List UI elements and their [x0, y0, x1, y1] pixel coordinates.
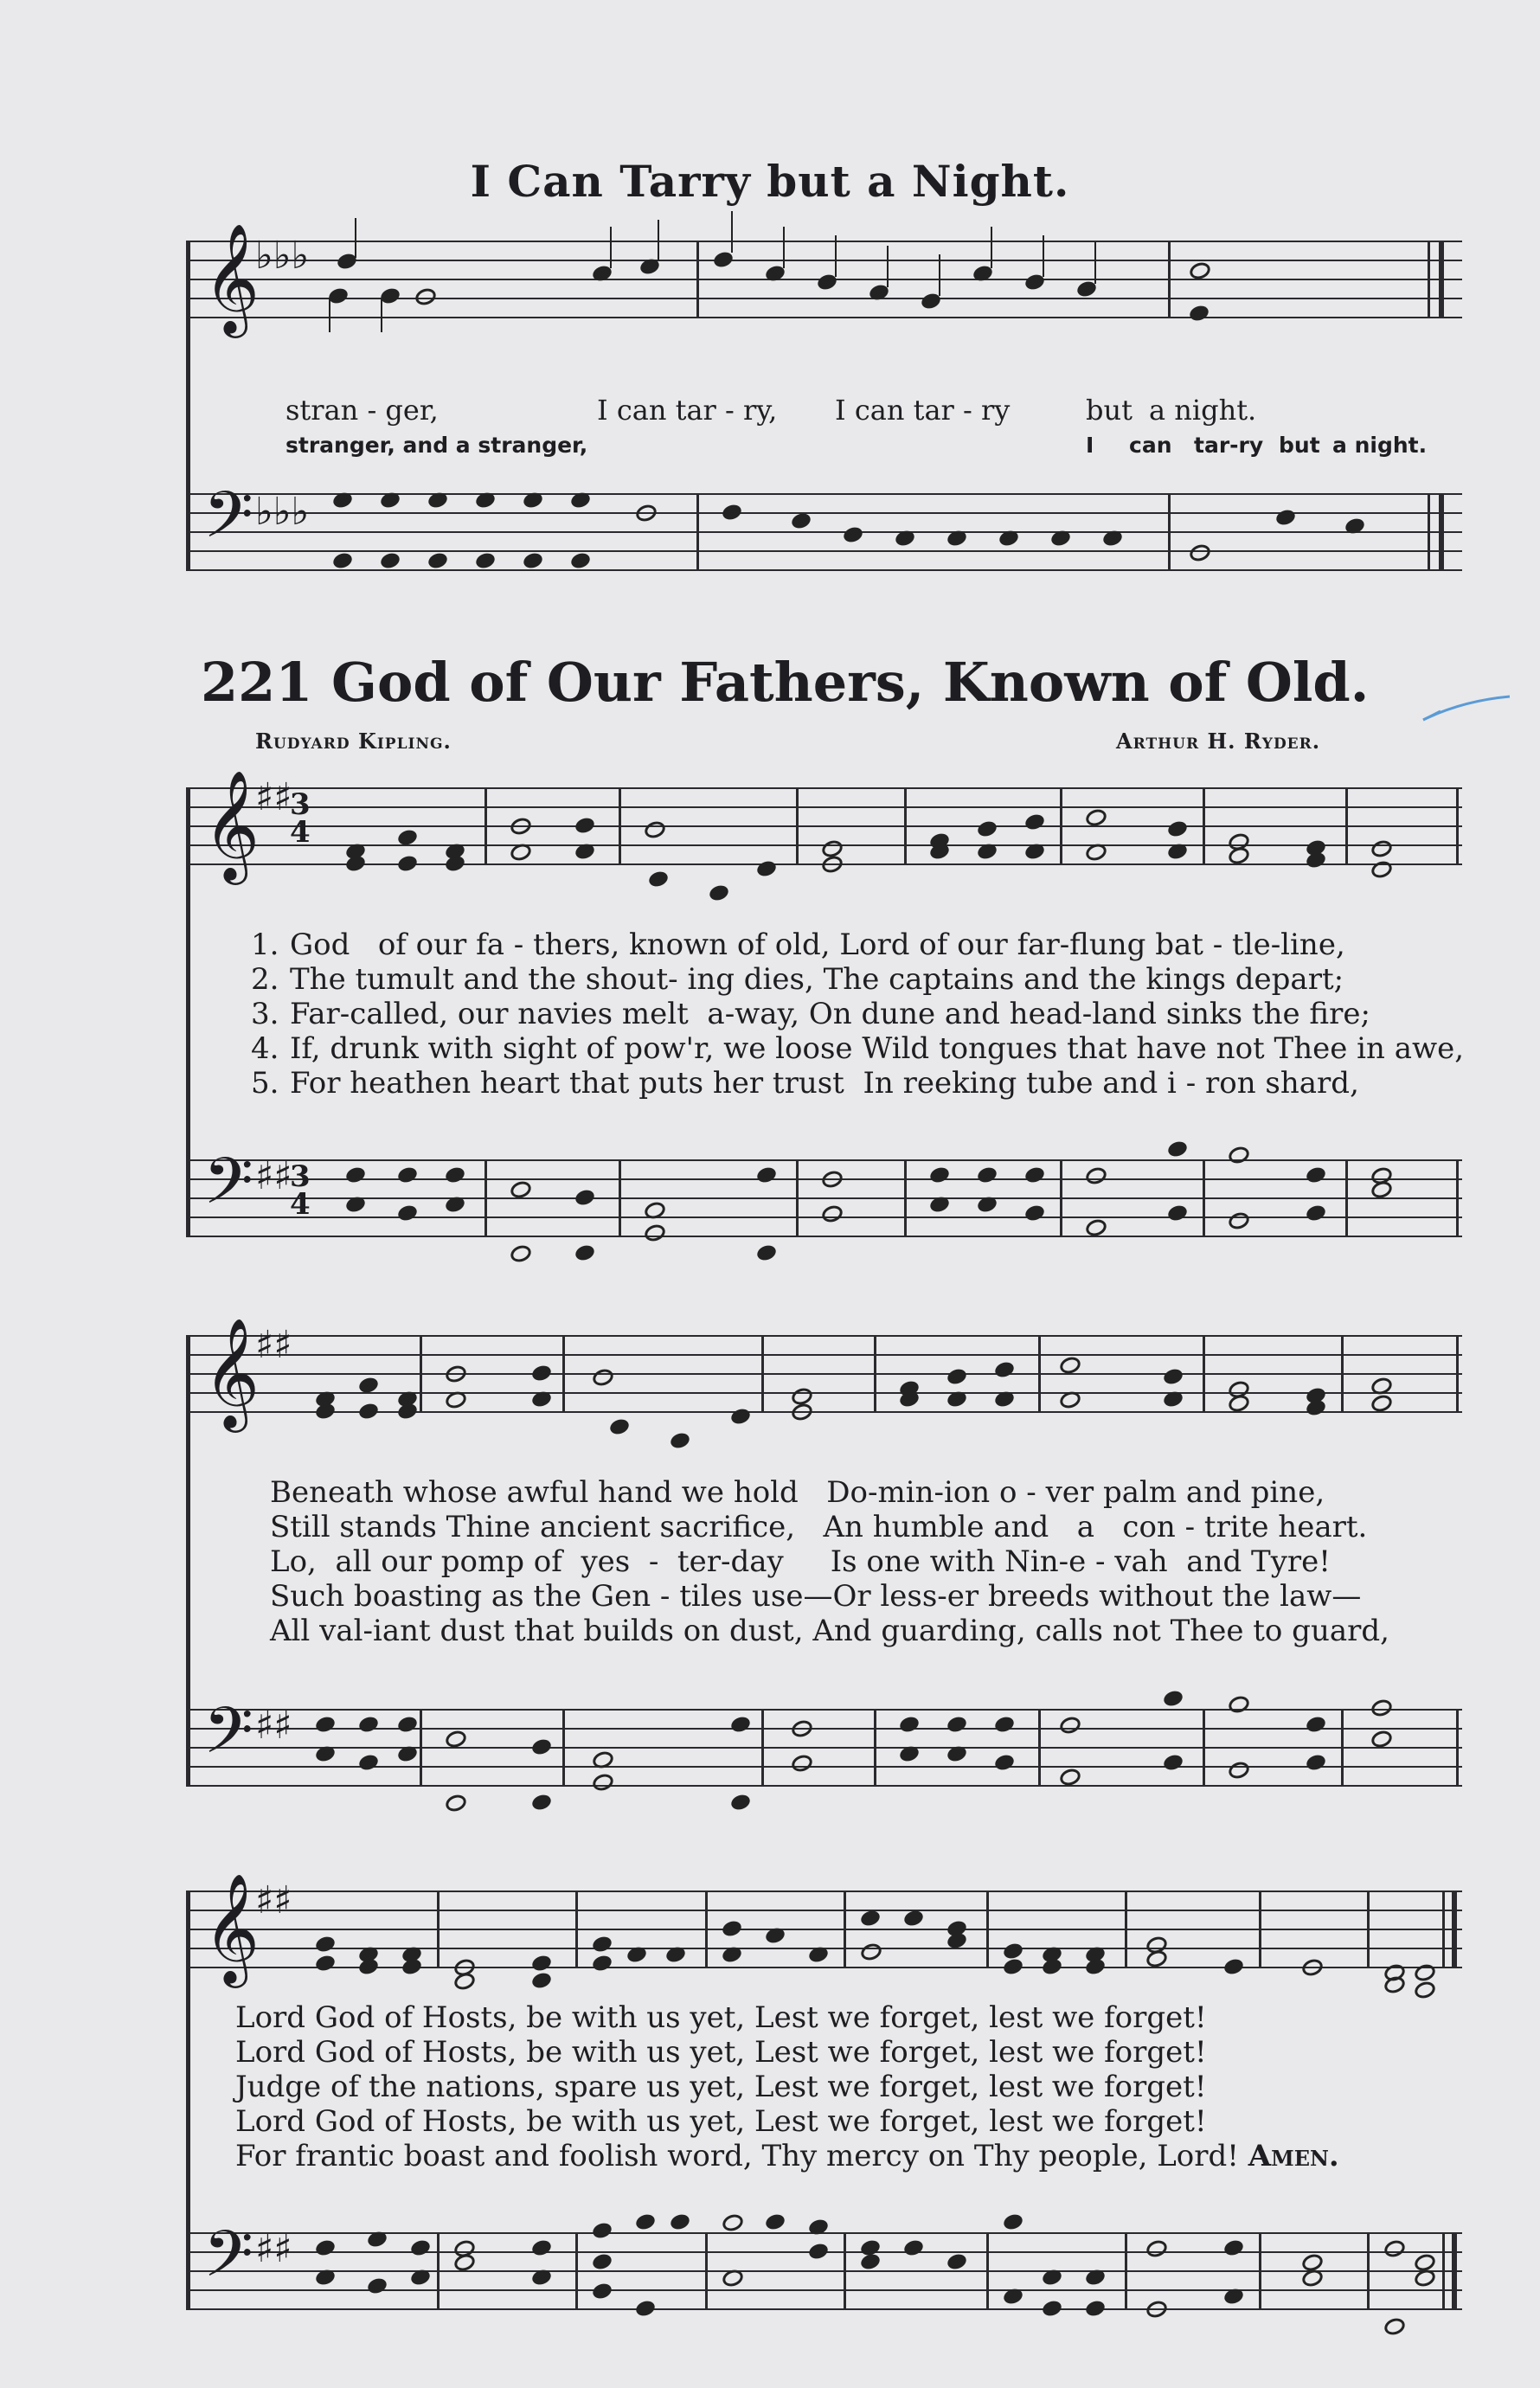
verse-5-line-1: For heathen heart that puts her trust In reeking tube and i - ron shard,	[290, 1066, 1359, 1101]
top-lyric-1: stran - ger,	[286, 394, 439, 427]
top-bass-staff	[186, 478, 1462, 597]
hymn-title	[201, 651, 1369, 714]
top-sub-lyric-1: stranger, and a stranger,	[286, 433, 588, 458]
top-treble-staff	[186, 222, 1462, 344]
top-sub-lyric-5: but	[1279, 433, 1320, 458]
system1-bass-staff	[186, 1144, 1462, 1263]
refrain-b-line-1: Lord God of Hosts, be with us yet, Lest we forget, lest we forget!	[235, 2000, 1207, 2035]
bass-clef-icon: 𝄢	[203, 478, 253, 568]
hymnal-page: I Can Tarry but a Night. 𝄞 ♭♭♭ stran - ger, I can tar - ry, I can tar - ry but a night. stranger, and a stranger, I can tar-ry but a night. 𝄢 ♭♭♭ 221 God of Our Fathers, Known of Old. Rudyard Kipling. Arthur H. Ryder. 𝄞 ♯♯ 3 4 1. God of our fa - thers, known of old, Lord of our far-flung bat - tle-line, 2. The tumult and the shout- ing dies, The captains and the kings depart; 3. Far-called, our navies melt a-way, On dune and head-land sinks the fire; 4. If, drunk with sight of pow'r, we loose Wild tongues that have not Thee in awe, 5. For heathen heart that puts her trust In reeking tube and i - ron shard, 𝄢 ♯♯ 3 4 𝄞 ♯♯ Beneath whose awful hand we hold Do-min-ion o - ver palm and pine, Still stands Thine ancient sacrifice, An humble and a con - trite heart. Lo, all our pomp of yes - ter-day Is one with Nin-e - vah and Tyre! Such boasting as the Gen - tiles use—Or less-er breeds without the law— All val-iant dust that builds on dust, And guarding, calls not Thee to guard, 𝄢 ♯♯ 𝄞 ♯♯ Lord God of Hosts, be with us yet, Lest we forget, lest we forget! Lord God of Hosts, be with us yet, Lest we forget, lest we forget! Judge of the nations, spare us yet, Lest we forget, lest we forget! Lord God of Hosts, be with us yet, Lest we forget, lest we forget! For frantic boast and foolish word, Thy mercy on Thy people, Lord! Amen. 𝄢 ♯♯	[0, 0, 1540, 2388]
system1-treble-staff	[186, 769, 1462, 891]
refrain-a-line-2: Still stands Thine ancient sacrifice, An humble and a con - trite heart.	[270, 1510, 1368, 1544]
time-signature: 3 4	[290, 1159, 311, 1223]
verse-3-line-1: Far-called, our navies melt a-way, On dune and head-land sinks the fire;	[290, 997, 1370, 1031]
key-signature-sharps-icon: ♯♯	[255, 1323, 292, 1367]
top-sub-lyric-4: tar-ry	[1194, 433, 1264, 458]
words-author: Rudyard Kipling.	[255, 729, 452, 754]
verse-1-line-1: God of our fa - thers, known of old, Lord of our far-flung bat - tle-line,	[290, 928, 1345, 962]
music-author: Arthur H. Ryder.	[1116, 729, 1321, 754]
treble-clef-icon: 𝄞	[203, 1872, 260, 1983]
top-lyric-5: a night.	[1149, 394, 1257, 427]
top-lyric-3: I can tar - ry	[835, 394, 1011, 427]
top-hymn-title: I Can Tarry but a Night.	[470, 156, 1070, 207]
system2-bass-staff	[186, 1693, 1462, 1813]
refrain-a-line-5: All val-iant dust that builds on dust, And guarding, calls not Thee to guard,	[270, 1614, 1389, 1648]
hymn-number: 221	[201, 651, 313, 714]
key-signature-sharps-icon: ♯♯	[255, 1704, 292, 1748]
system3-treble-staff	[186, 1872, 1462, 1994]
key-signature-sharps-icon: ♯♯	[255, 2227, 292, 2271]
pencil-mark-icon	[1419, 692, 1514, 727]
refrain-b-line-2: Lord God of Hosts, be with us yet, Lest we forget, lest we forget!	[235, 2035, 1207, 2070]
refrain-a-line-1: Beneath whose awful hand we hold Do-min-ion o - ver palm and pine,	[270, 1475, 1325, 1510]
system3-bass-staff	[186, 2217, 1462, 2336]
refrain-b-line-4: Lord God of Hosts, be with us yet, Lest we forget, lest we forget!	[235, 2104, 1207, 2139]
key-signature-sharps-icon: ♯♯	[255, 1154, 292, 1198]
top-lyric-4: but	[1086, 394, 1133, 427]
refrain-b-line-5: For frantic boast and foolish word, Thy mercy on Thy people, Lord!	[235, 2139, 1239, 2173]
verse-2-line-1: The tumult and the shout- ing dies, The captains and the kings depart;	[290, 962, 1344, 997]
key-signature-flats-icon: ♭♭♭	[255, 490, 310, 534]
time-signature: 3 4	[290, 787, 311, 851]
refrain-a-line-4: Such boasting as the Gen - tiles use—Or less-er breeds without the law—	[270, 1579, 1362, 1614]
refrain-b-line-3: Judge of the nations, spare us yet, Lest we forget, lest we forget!	[235, 2070, 1207, 2104]
treble-clef-icon: 𝄞	[203, 222, 260, 333]
refrain-a-line-3: Lo, all our pomp of yes - ter-day Is one with Nin-e - vah and Tyre!	[270, 1544, 1331, 1579]
verse-4-line-1: If, drunk with sight of pow'r, we loose Wild tongues that have not Thee in awe,	[290, 1031, 1465, 1066]
bass-clef-icon: 𝄢	[203, 1693, 253, 1784]
top-sub-lyric-3: can	[1129, 433, 1172, 458]
treble-clef-icon: 𝄞	[203, 769, 260, 880]
system2-treble-staff	[186, 1317, 1462, 1439]
bass-clef-icon: 𝄢	[203, 2217, 253, 2308]
bass-clef-icon: 𝄢	[203, 1144, 253, 1235]
key-signature-sharps-icon: ♯♯	[255, 775, 292, 819]
key-signature-sharps-icon: ♯♯	[255, 1878, 292, 1923]
treble-clef-icon: 𝄞	[203, 1317, 260, 1428]
top-sub-lyric-6: a night.	[1332, 433, 1428, 458]
hymn-name: God of Our Fathers, Known of Old.	[331, 651, 1370, 714]
amen-label: Amen.	[1248, 2139, 1339, 2173]
top-lyric-2: I can tar - ry,	[597, 394, 778, 427]
key-signature-flats-icon: ♭♭♭	[255, 234, 310, 278]
top-sub-lyric-2: I	[1086, 433, 1094, 458]
